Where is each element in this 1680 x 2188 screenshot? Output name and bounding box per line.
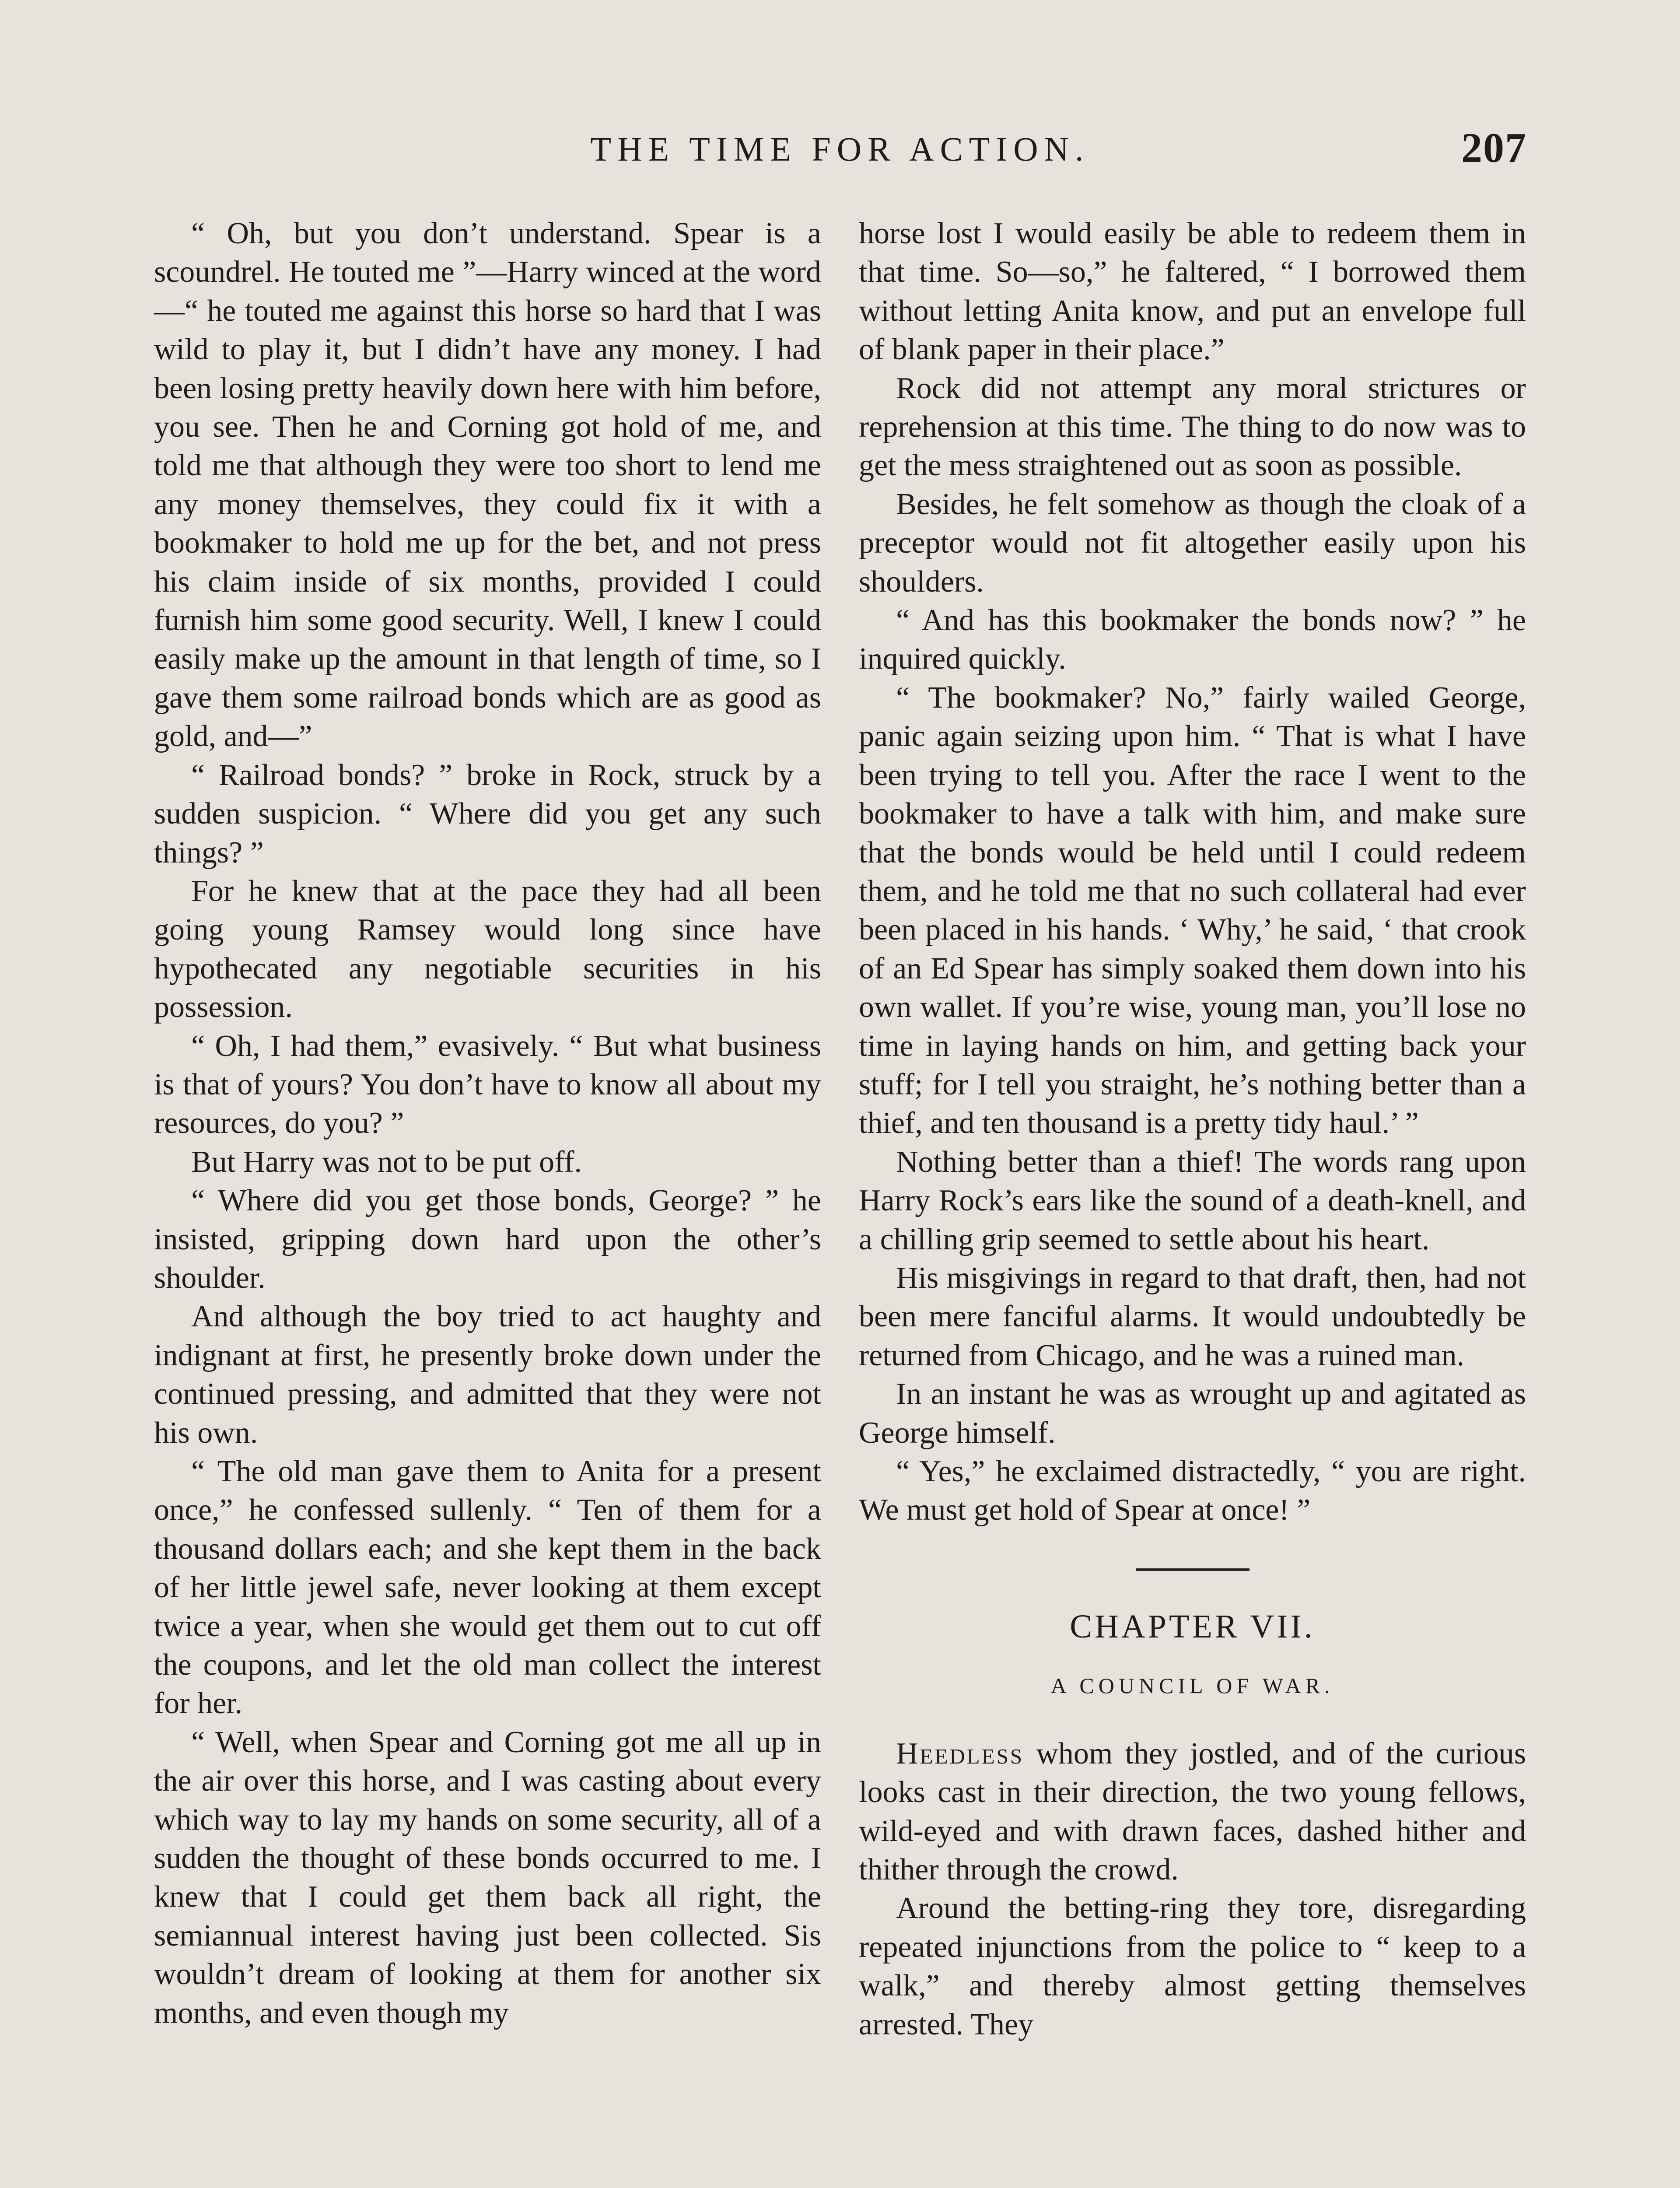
- opening-text: whom they jostled, and of the curious looks cast in their direction, the two young fellows, wild-eyed and with drawn faces, dashed hither and thither through the crowd.: [859, 1736, 1526, 1887]
- paragraph: “ Well, when Spear and Corning got me all up in the air over this horse, and I was casting about every which way to lay my hands on some security, all of a sudden the thought of these bonds occurred to me. I knew that I could get them back all right, the semiannual interest having just been collected. Sis wouldn’t dream of looking at them for another six months, and even though my: [154, 1725, 821, 2030]
- paragraph: “ The bookmaker? No,” fairly wailed George, panic again seizing upon him. “ That is what I have been trying to tell you. After the race I went to the bookmaker to have a talk with him, and make sure that the bonds would be held until I could redeem them, and he told me that no such collateral had ever been placed in his hands. ‘ Why,’ he said, ‘ that crook of an Ed Spear has simply soaked them down into his own wallet. If you’re wise, young man, you’ll lose no time in laying hands on him, and getting back your stuff; for I tell you straight, he’s nothing better than a thief, and ten thousand is a pretty tidy haul.’ ”: [859, 680, 1526, 1140]
- page-number: 207: [1461, 124, 1527, 171]
- paragraph: But Harry was not to be put off.: [191, 1145, 582, 1179]
- paragraph: Around the betting-ring they tore, disregarding repeated injunctions from the police to “ keep to a walk,” and thereby almost getting themselves arrested. They: [859, 1891, 1526, 2041]
- right-column: [859, 214, 1526, 2044]
- section-divider: [1136, 1568, 1250, 1571]
- paragraph: “ And has this bookmaker the bonds now? ” he inquired quickly.: [859, 603, 1526, 676]
- left-column: [154, 214, 821, 2033]
- page-header: [153, 124, 1527, 186]
- paragraph: “ Yes,” he exclaimed distractedly, “ you are right. We must get hold of Spear at once! ”: [859, 1455, 1526, 1527]
- paragraph: And although the boy tried to act haughty and indignant at first, he presently broke down under the continued pressing, and admitted that they were not his own.: [154, 1300, 821, 1450]
- paragraph: His misgivings in regard to that draft, then, had not been mere fanciful alarms. It would undoubtedly be returned from Chicago, and he was a ruined man.: [859, 1261, 1526, 1372]
- paragraph: “ The old man gave them to Anita for a present once,” he confessed sullenly. “ Ten of them for a thousand dollars each; and she kept them in the back of her little jewel safe, never looking at them except twice a year, when she would get them out to cut off the coupons, and let the old man collect the interest for her.: [154, 1455, 821, 1721]
- paragraph: “ Oh, I had them,” evasively. “ But what business is that of yours? You don’t have to know all about my resources, do you? ”: [154, 1029, 821, 1140]
- paragraph: In an instant he was as wrought up and agitated as George himself.: [859, 1377, 1526, 1450]
- paragraph: Besides, he felt somehow as though the cloak of a preceptor would not fit altogether easily upon his shoulders.: [859, 487, 1526, 599]
- paragraph-continued: horse lost I would easily be able to redeem them in that time. So—so,” he faltered, “ I borrowed them without letting Anita know, and put an envelope full of blank paper in their place.”: [859, 217, 1526, 367]
- paragraph: “ Oh, but you don’t understand. Spear is a scoundrel. He touted me ”—Harry winced at the word—“ he touted me against this horse so hard that I was wild to play it, but I didn’t have any money. I had been losing pretty heavily down here with him before, you see. Then he and Corning got hold of me, and told me that although they were too short to lend me any money themselves, they could fix it with a bookmaker to hold me up for the bet, and not press his claim inside of six months, provided I could furnish him some good security. Well, I knew I could easily make up the amount in that length of time, so I gave them some railroad bonds which are as good as gold, and—”: [154, 217, 821, 754]
- running-head: THE TIME FOR ACTION.: [590, 130, 1090, 168]
- paragraph: For he knew that at the pace they had all been going young Ramsey would long since have hypothecated any negotiable securities in his possession.: [154, 874, 821, 1024]
- paragraph: Rock did not attempt any moral strictures or reprehension at this time. The thing to do now was to get the mess straightened out as soon as possible.: [859, 371, 1526, 483]
- paragraph: “ Where did you get those bonds, George? ” he insisted, gripping down hard upon the other’s shoulder.: [154, 1184, 821, 1295]
- paragraph: “ Railroad bonds? ” broke in Rock, struck by a sudden suspicion. “ Where did you get any such things? ”: [154, 758, 821, 870]
- chapter-title: CHAPTER VII.: [1070, 1608, 1315, 1645]
- chapter-opening-paragraph: [859, 1735, 1526, 1890]
- lead-word: Heedless: [896, 1736, 1024, 1771]
- paragraph: Nothing better than a thief! The words rang upon Harry Rock’s ears like the sound of a death-knell, and a chilling grip seemed to settle about his heart.: [859, 1145, 1526, 1256]
- chapter-subtitle: A COUNCIL OF WAR.: [1050, 1673, 1334, 1698]
